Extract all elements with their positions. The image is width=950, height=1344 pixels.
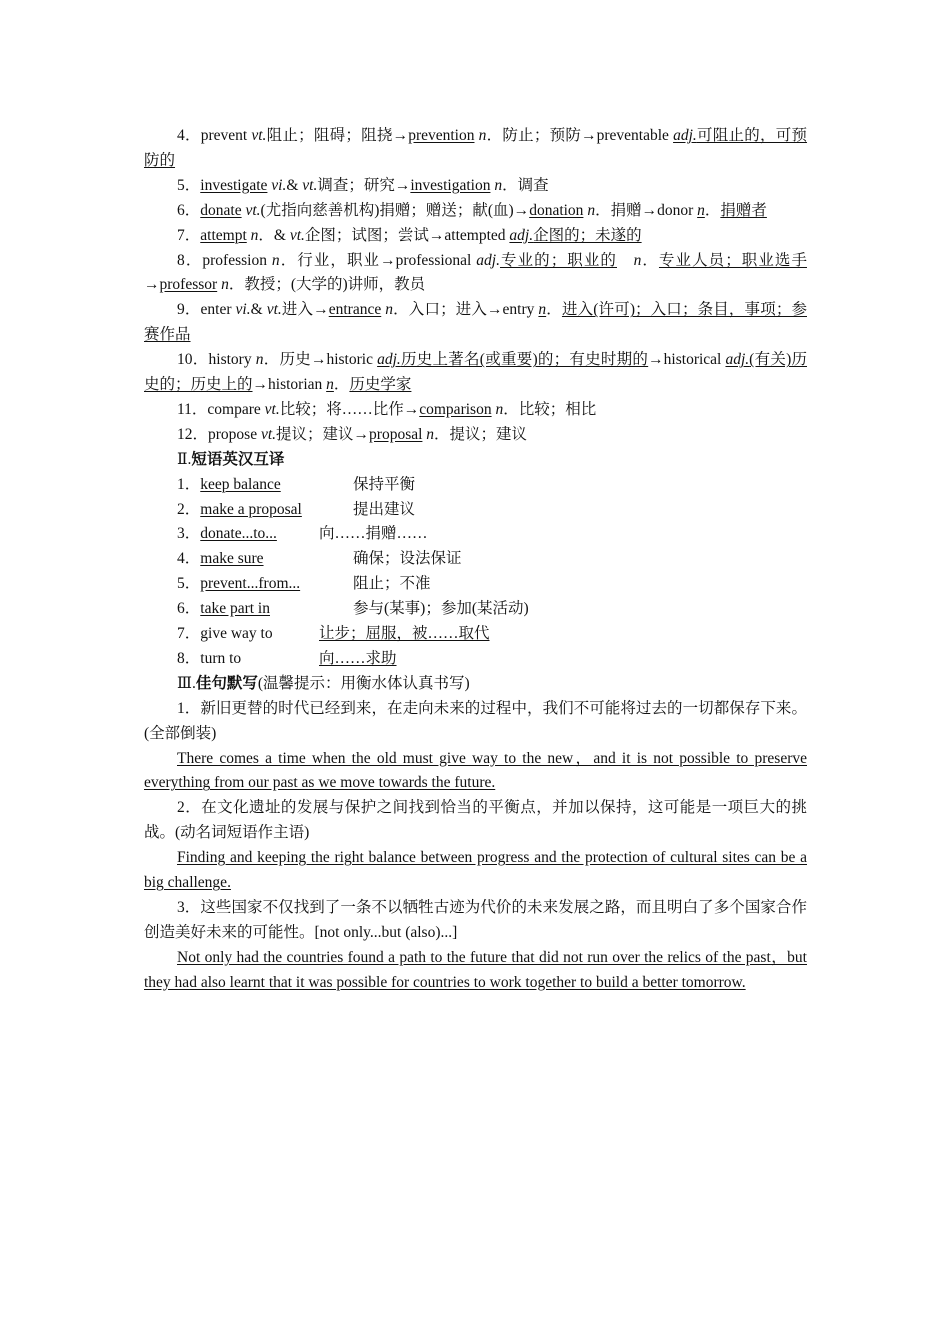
sentence-answer-text: There comes a time when the old must give way to the new，and it is not possible to preserve everything from our past as we move towards the future. [144,749,807,792]
phrase-row [144,572,807,597]
vocab-text: n [271,251,280,269]
vocab-text: ． [546,301,562,319]
vocab-text: comparison [419,400,492,418]
vocab-text: donation [529,201,584,219]
phrase-row [144,622,807,647]
vocab-text: vt. [302,176,318,194]
vocab-text: investigate [200,176,268,194]
vocab-text: n [250,226,259,244]
vocab-text: ．& [258,226,290,244]
vocab-text: ．捐赠→donor [595,201,698,219]
vocab-entry [144,174,807,199]
vocab-text: →historian [252,376,327,394]
phrase-number: 4． [177,550,201,568]
vocab-text: n [478,127,487,144]
vocab-text: 调查；研究→ [317,176,411,194]
vocab-text: n [494,176,503,194]
phrase-number: 6． [177,600,201,618]
vocab-text: ． [704,201,721,219]
sentence-answer-text: Finding and keeping the right balance between progress and the protection of cultural sites can be a big challenge. [144,849,807,892]
vocab-text: vi. [235,301,251,319]
vocab-text: (尤指向慈善机构)捐赠；赠送；献(血)→ [260,201,530,219]
phrase-chinese: 向……捐赠…… [319,525,428,543]
phrase-english [177,647,319,672]
phrase-number: 5． [177,575,201,593]
phrase-chinese: 参与(某事)；参加(某活动) [353,600,529,618]
vocab-text: entrance [328,301,382,319]
phrase-english [177,473,353,498]
phrase-chinese: 提出建议 [353,500,416,518]
section-2-number: Ⅱ. [177,450,192,468]
phrase-english [177,572,353,597]
phrase-english [177,597,353,622]
vocab-text: n [221,276,229,294]
vocab-text: ．比较；相比 [503,400,597,418]
vocab-text: prevention [408,127,475,144]
vocab-text: 7． [177,226,201,244]
vocab-text: 历史上著名(或重要)的；有史时期的 [400,351,649,369]
vocab-entry [144,298,807,348]
vocab-text: 6． [177,201,201,219]
vocab-text: ．历史→historic [263,351,378,369]
vocab-text: & [286,176,303,194]
vocab-text: vt. [289,226,305,244]
vocab-entry [144,124,807,174]
section-3-number: Ⅲ. [177,674,196,692]
section-3-title: 佳句默写 [195,674,258,692]
vocab-text: 8．profession [177,251,272,269]
phrase-row [144,498,807,523]
vocab-text: n [495,400,504,418]
phrase-number: 2． [177,500,201,518]
phrase-row [144,597,807,622]
vocab-text: 5． [177,176,201,194]
vocab-text: 提议；建议→ [276,425,370,443]
phrase-english-text: make sure [200,550,264,568]
vocab-entry [144,398,807,423]
vocab-text: ．提议；建议 [434,425,528,443]
vocab-text: 阻止；阻碍；阻挠→ [266,127,409,144]
phrase-english-text: prevent...from... [200,575,301,593]
phrase-number: 1． [177,475,201,493]
vocab-text: vi. [271,176,287,194]
vocab-text: 历史学家 [349,376,412,394]
vocab-text: n [255,351,264,369]
phrase-english-text: turn to [200,649,242,667]
phrase-number: 7． [177,625,201,643]
vocab-text: & [250,301,267,319]
vocab-text: vt. [251,127,267,144]
vocab-text: n [697,201,705,219]
vocab-text: ．教授；(大学的)讲师，教员 [228,276,426,294]
vocab-text: adj. [377,351,401,369]
vocab-text: n [633,251,642,269]
phrase-chinese: 阻止；不准 [353,575,431,593]
section-3-heading [144,672,807,697]
phrase-english [177,547,353,572]
vocab-text: 企图的；未遂的 [533,226,642,244]
vocab-text: proposal [369,425,423,443]
vocab-text: adj. [673,127,697,144]
vocab-text: attempt [200,226,247,244]
vocab-text: 10．history [177,351,256,369]
sentence-answer [144,747,807,797]
vocab-text [617,252,634,269]
vocab-text: 捐赠者 [720,201,767,219]
sentence-prompt: 3．这些国家不仅找到了一条不以牺牲古迹为代价的未来发展之路，而且明白了多个国家合作创造美好未来的可能性。[not only...but (also)...] [144,898,807,941]
phrase-row [144,473,807,498]
section-2-title: 短语英汉互译 [191,450,285,468]
vocab-text: n [385,301,393,319]
vocab-text: ． [333,376,350,394]
sentence-list [144,697,807,996]
vocab-text: 专业的；职业的 [499,251,617,269]
sentence-prompt: 1．新旧更替的时代已经到来，在走向未来的过程中，我们不可能将过去的一切都保存下来。(全部倒装) [144,699,807,742]
vocab-text: vt. [266,301,282,319]
section-3-note: (温馨提示：用衡水体认真书写) [257,674,470,692]
sentence-answer-text: Not only had the countries found a path to the future that did not run over the relics of the past，but they had also learnt that it was possible for countries to work together to build a better tomorrow. [144,948,807,991]
vocab-text: 企图；试图；尝试→attempted [304,226,510,244]
vocab-text: →historical [648,351,726,369]
vocab-text: professor [159,276,218,294]
vocab-text: 进入(许可)；入口；条目，事项；参赛作品 [144,301,807,344]
vocab-text: 9．enter [177,301,236,319]
phrase-english-text: donate...to... [200,525,277,543]
vocab-list [144,124,807,448]
vocab-text: 12．propose [177,425,261,443]
vocab-text: n [326,376,334,394]
vocab-text: 11．compare [177,400,265,418]
vocab-text: ． [641,251,659,269]
vocab-text: adj. [725,351,750,369]
vocab-entry [144,199,807,224]
sentence-prompt: 2．在文化遗址的发展与保护之间找到恰当的平衡点，并加以保持，这可能是一项巨大的挑战。(动名词短语作主语) [144,799,807,842]
vocab-text: donate [200,201,242,219]
vocab-entry [144,423,807,448]
phrase-chinese: 向……求助 [319,649,397,667]
vocab-text: 进入→ [281,301,329,319]
phrase-english [177,498,353,523]
phrase-english [177,622,319,647]
phrase-row [144,522,807,547]
phrase-english-text: take part in [200,600,270,618]
vocab-text: 可阻止的，可预防的 [144,127,808,169]
vocab-text: adj. [476,251,500,269]
phrase-english-text: give way to [200,625,273,643]
vocab-text: investigation [410,176,491,194]
vocab-entry [144,249,807,299]
phrase-chinese: 保持平衡 [353,475,416,493]
vocab-text: 4．prevent [177,127,252,144]
sentence-answer [144,946,807,996]
phrase-english-text: make a proposal [200,500,302,518]
vocab-entry [144,224,807,249]
vocab-text: adj. [509,226,534,244]
vocab-text: (有关)历史的；历史上的 [144,351,808,394]
vocab-text: ．防止；预防→preventable [486,127,674,144]
vocab-text: vt. [245,201,261,219]
phrase-chinese: 确保；设法保证 [353,550,462,568]
phrase-number: 3． [177,525,201,543]
sentence-answer [144,846,807,896]
vocab-text: vt. [260,425,277,443]
section-2-heading [144,448,807,473]
vocab-text: ．入口；进入→entry [393,301,539,319]
vocab-text: → [144,276,160,294]
vocab-text: ．行业，职业→professional [279,251,477,269]
vocab-text: n [426,425,435,443]
vocab-text: ．调查 [502,176,549,194]
phrase-list [144,473,807,672]
vocab-text: n [587,201,596,219]
phrase-number: 8． [177,649,201,667]
worksheet-page [144,124,807,996]
vocab-text: n [538,301,547,319]
phrase-row [144,647,807,672]
phrase-chinese: 让步；屈服，被……取代 [319,625,490,643]
vocab-entry [144,348,807,398]
phrase-row [144,547,807,572]
phrase-english-text: keep balance [200,475,281,493]
phrase-english [177,522,319,547]
vocab-text: 专业人员；职业选手 [658,251,807,269]
vocab-text: 比较；将……比作→ [279,400,420,418]
vocab-text: vt. [264,400,280,418]
